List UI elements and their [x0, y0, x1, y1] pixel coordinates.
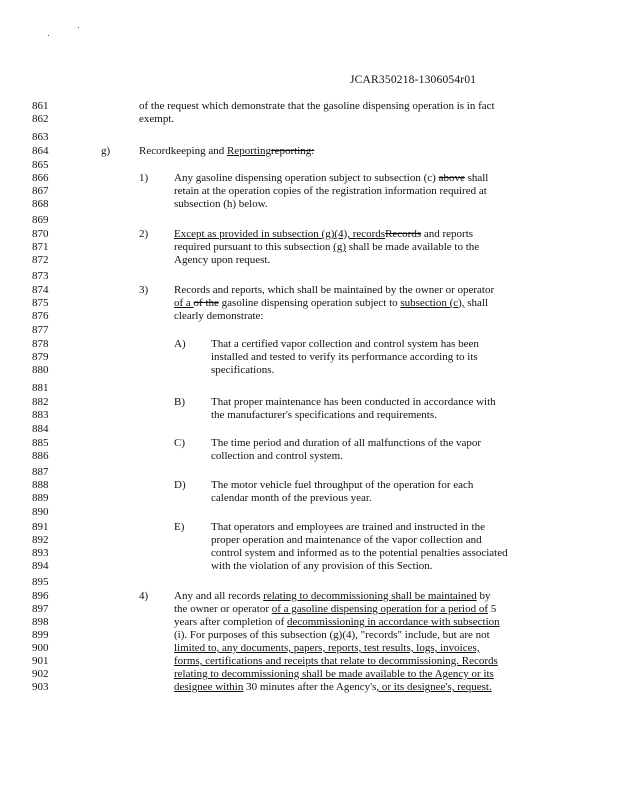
text-line: years after completion of decommissioning in accordance with subsection: [174, 616, 500, 628]
inserted-text-line: forms, certifications and receipts that relate to decommissioning. Records: [174, 655, 498, 667]
text-line: retain at the operation copies of the registration information required at: [174, 185, 487, 197]
text-line: Any and all records relating to decommissioning shall be maintained by: [174, 590, 491, 602]
item-label-E: E): [174, 521, 185, 533]
item-label-3: 3): [139, 284, 149, 296]
inserted-text: Except as provided in subsection (g)(4), records: [174, 228, 386, 240]
inserted-text: , or its designee's, request.: [376, 681, 492, 693]
inserted-text: relating to decommissioning shall be maintained: [263, 590, 477, 602]
subsection-label-g: g): [101, 145, 111, 157]
line-number: 880: [32, 364, 49, 376]
text-line: proper operation and maintenance of the vapor collection and: [211, 534, 482, 546]
line-number: 877: [32, 324, 49, 336]
text-line: exempt.: [139, 113, 175, 125]
deleted-text: of the: [193, 297, 219, 309]
text-line: designee within 30 minutes after the Agency's, or its designee's, request.: [174, 681, 492, 693]
text-line: calendar month of the previous year.: [211, 492, 372, 504]
scan-speck: [48, 35, 49, 36]
text-line: Except as provided in subsection (g)(4), recordsRecords and reports: [174, 228, 474, 240]
line-number: 895: [32, 576, 49, 588]
inserted-text-line: limited to, any documents, papers, reports, test results, logs, invoices,: [174, 642, 480, 654]
item-label-2: 2): [139, 228, 149, 240]
deleted-text: above: [438, 172, 465, 184]
text-line: (i). For purposes of this subsection (g)(4), "records" include, but are not: [174, 629, 490, 641]
text-line: subsection (h) below.: [174, 198, 268, 210]
text-line: That a certified vapor collection and control system has been: [211, 338, 479, 350]
line-number: 872: [32, 254, 49, 266]
line-number: 879: [32, 351, 49, 363]
line-number: 865: [32, 159, 49, 171]
line-number: 890: [32, 506, 49, 518]
item-label-D: D): [174, 479, 186, 491]
line-number: 875: [32, 297, 49, 309]
item-label-4: 4): [139, 590, 149, 602]
text-line: control system and informed as to the potential penalties associated: [211, 547, 508, 559]
text-line: required pursuant to this subsection (g) shall be made available to the: [174, 241, 480, 253]
text-line: collection and control system.: [211, 450, 343, 462]
deleted-text: reporting:: [270, 145, 315, 157]
line-number: 886: [32, 450, 49, 462]
inserted-text: of a gasoline dispensing operation for a period of: [271, 603, 489, 615]
deleted-text: Records: [385, 228, 422, 240]
line-number: 901: [32, 655, 49, 667]
line-number: 896: [32, 590, 49, 602]
line-number: 878: [32, 338, 49, 350]
line-number: 881: [32, 382, 49, 394]
text-line: clearly demonstrate:: [174, 310, 264, 322]
line-number: 861: [32, 100, 49, 112]
line-number: 870: [32, 228, 49, 240]
line-number: 902: [32, 668, 49, 680]
item-label-A: A): [174, 338, 186, 350]
line-number: 882: [32, 396, 49, 408]
line-number: 900: [32, 642, 49, 654]
line-number: 868: [32, 198, 49, 210]
line-number: 903: [32, 681, 49, 693]
line-number: 876: [32, 310, 49, 322]
item-label-C: C): [174, 437, 185, 449]
line-number: 899: [32, 629, 49, 641]
inserted-text-line: relating to decommissioning shall be made available to the Agency or its: [174, 668, 494, 680]
line-number: 864: [32, 145, 49, 157]
line-number: 894: [32, 560, 49, 572]
line-number: 889: [32, 492, 49, 504]
line-number: 898: [32, 616, 49, 628]
line-number: 862: [32, 113, 49, 125]
line-number: 887: [32, 466, 49, 478]
inserted-text: designee within: [174, 681, 244, 693]
inserted-text: (g): [333, 241, 346, 253]
text-line: The motor vehicle fuel throughput of the operation for each: [211, 479, 474, 491]
line-number: 873: [32, 270, 49, 282]
inserted-text: decommissioning in accordance with subsection: [287, 616, 500, 628]
line-number: 892: [32, 534, 49, 546]
text-line: The time period and duration of all malfunctions of the vapor: [211, 437, 482, 449]
text-line: Any gasoline dispensing operation subject to subsection (c) above shall: [174, 172, 489, 184]
text-line: of the request which demonstrate that the gasoline dispensing operation is in fact: [139, 100, 495, 112]
text-line: Records and reports, which shall be maintained by the owner or operator: [174, 284, 495, 296]
line-number: 888: [32, 479, 49, 491]
scan-speck: [78, 27, 79, 28]
item-label-B: B): [174, 396, 185, 408]
line-number: 866: [32, 172, 49, 184]
text-line: Agency upon request.: [174, 254, 271, 266]
text-line: with the violation of any provision of this Section.: [211, 560, 433, 572]
line-number: 874: [32, 284, 49, 296]
text-line: That operators and employees are trained and instructed in the: [211, 521, 485, 533]
line-number: 871: [32, 241, 49, 253]
text-line: the manufacturer's specifications and requirements.: [211, 409, 437, 421]
line-number: 893: [32, 547, 49, 559]
line-number: 869: [32, 214, 49, 226]
inserted-text: subsection (c),: [400, 297, 465, 309]
line-number: 884: [32, 423, 49, 435]
line-number: 883: [32, 409, 49, 421]
subsection-heading: Recordkeeping and Reportingreporting:: [139, 145, 315, 157]
text-line: specifications.: [211, 364, 275, 376]
text-line: the owner or operator of a gasoline dispensing operation for a period of 5: [174, 603, 497, 615]
line-number: 863: [32, 131, 49, 143]
text-line: of a of the gasoline dispensing operation subject to subsection (c), shall: [174, 297, 489, 309]
line-number: 867: [32, 185, 49, 197]
text-line: installed and tested to verify its performance according to its: [211, 351, 478, 363]
line-number: 891: [32, 521, 49, 533]
inserted-text: Reporting: [226, 145, 271, 157]
document-id-header: JCAR350218-1306054r01: [350, 74, 477, 86]
inserted-text: of a: [174, 297, 194, 309]
line-number: 885: [32, 437, 49, 449]
item-label-1: 1): [139, 172, 149, 184]
line-number: 897: [32, 603, 49, 615]
text-line: That proper maintenance has been conducted in accordance with: [211, 396, 496, 408]
